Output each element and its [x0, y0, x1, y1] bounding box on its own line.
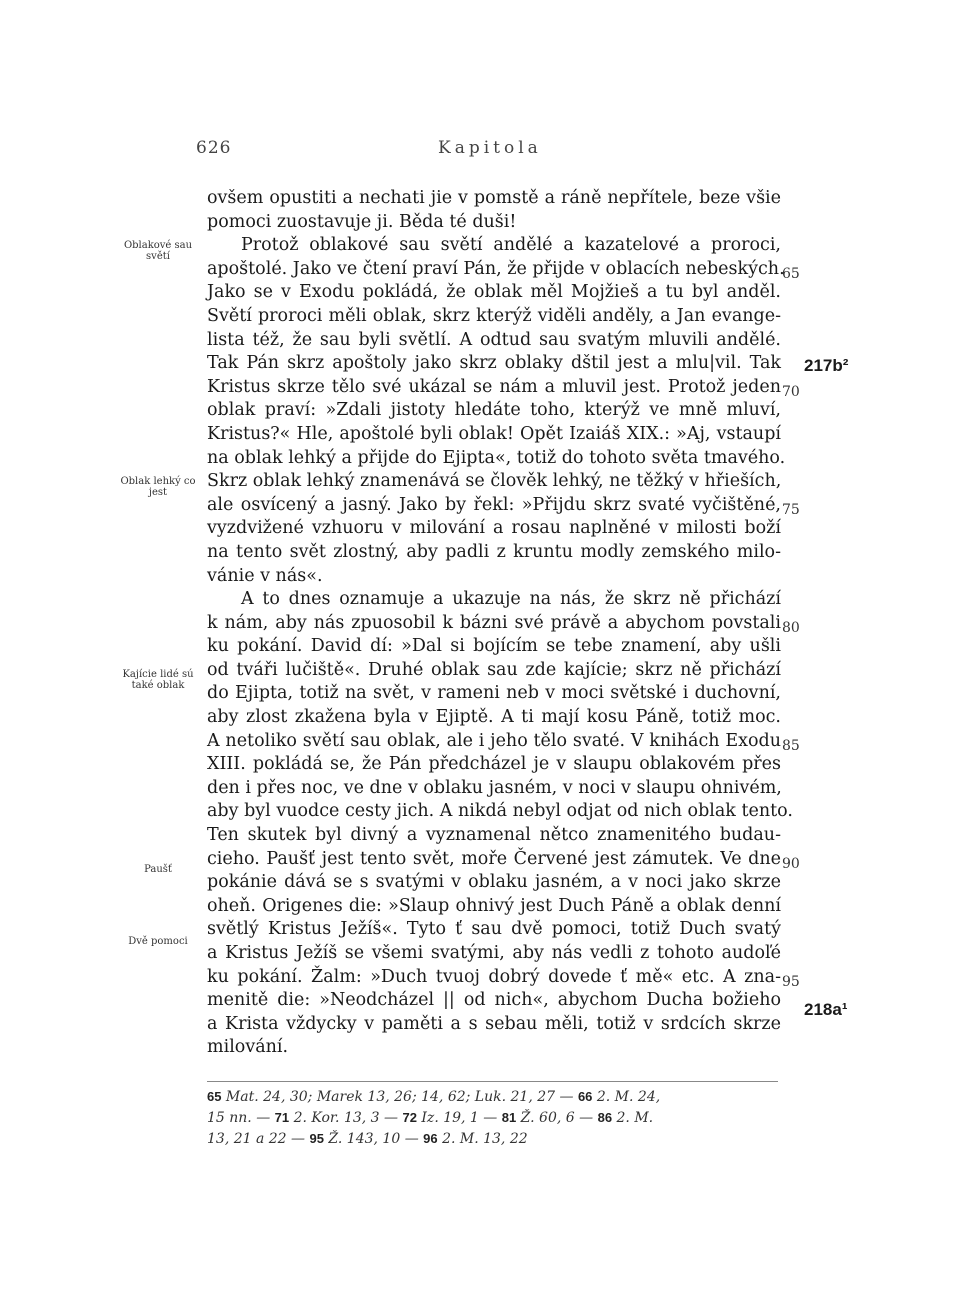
text-line: ku pokání. David dí: »Dal si bojícím se tebe znamení, aby ušli [207, 636, 781, 657]
footnote-number: 71 [274, 1110, 290, 1125]
line-number: 70 [782, 384, 800, 400]
margin-note: Oblak lehký co jest [120, 476, 196, 498]
footnote-number: 65 [207, 1089, 222, 1104]
text-line: apoštolé. Jako ve čtení praví Pán, že přijde v oblacích nebeských. [207, 258, 785, 279]
text-line: pokánie dává se s svatými v oblaku jasném, a v noci jako skrze [207, 872, 781, 893]
text-line: na tento svět zlostný, aby padli z kruntu modly zemského milo- [207, 541, 781, 562]
text-line: Světí proroci měli oblak, skrz kterýž viděli anděly, a Jan evange- [207, 305, 781, 326]
page-number: 626 [196, 138, 232, 158]
footnote-divider [207, 1081, 778, 1082]
text-line: A to dnes oznamuje a ukazuje na nás, že skrz ně přichází [241, 589, 781, 610]
text-line: oblak praví: »Zdali jistoty hledáte toho, kterýž ve mně mluví, [207, 400, 781, 421]
text-line: a Kristus Ježíš se všemi svatými, aby nás vedli z tohoto audoľé [207, 943, 781, 963]
text-line: A netoliko světí sau oblak, ale i jeho tělo svaté. V knihách Exodu [207, 730, 781, 751]
text-line: ale osvícený a jasný. Jako by řekl: »Přijdu skrz svaté vyčištěné, [207, 494, 781, 515]
text-line: milování. [207, 1037, 289, 1058]
text-line: ovšem opustiti a nechati jie v pomstě a ráně nepřítele, beze všie [207, 188, 781, 208]
footnote-reference: Mat. 24, 30; Marek 13, 26; 14, 62; Luk. 21, 27 — [225, 1089, 574, 1105]
text-line: XIII. pokládá se, že Pán předcházel je v slaupu oblakovém přes [207, 754, 781, 775]
footnote-number: 66 [577, 1089, 593, 1104]
text-line: lista též, že sau byli světlí. A odtud sau svatým mluvili andělé. [207, 329, 781, 350]
text-line: den i přes noc, ve dne v oblaku jasném, v noci v slaupu ohnivém, [207, 777, 782, 798]
footnote-reference: 2. Kor. 13, 3 — [293, 1110, 399, 1126]
text-line: Jako se v Exodu pokládá, že oblak měl Mojžieš a tu byl anděl. [207, 282, 781, 303]
margin-note: Oblakové sau světí [123, 240, 193, 262]
line-number: 65 [782, 266, 800, 282]
text-line: světlý Kristus Ježíš«. Tyto ť sau dvě pomoci, totiž Duch svatý [207, 919, 781, 940]
text-line: Ten skutek byl divný a vyznamenal nětco znamenitého budau- [207, 825, 781, 846]
text-line: Protož oblakové sau světí andělé a kazatelové a proroci, [241, 235, 781, 256]
footnote-reference: Ž. 143, 10 — [328, 1131, 419, 1147]
text-line: Kristus?« Hle, apoštolé byli oblak! Opět Izaiáš XIX.: »Aj, vstaupí [207, 423, 781, 444]
line-number: 95 [782, 974, 800, 990]
footnote-reference: 2. M. 24, [596, 1089, 661, 1105]
line-number: 75 [782, 502, 800, 518]
margin-note: Dvě pomoci [128, 936, 188, 947]
footnote-reference: 13, 21 a 22 — [207, 1131, 306, 1147]
footnote-reference: 2. M. 13, 22 [442, 1131, 528, 1147]
footnote-reference: Ž. 60, 6 — [520, 1110, 594, 1126]
footnote-number: 86 [597, 1110, 613, 1125]
line-number: 80 [782, 620, 800, 636]
text-line: Skrz oblak lehký znamenává se člověk lehký, ne těžký v hřieších, [207, 471, 782, 492]
text-line: do Ejipta, totiž na svět, v rameni neb v moci světské i duchovní, [207, 683, 781, 704]
line-number: 85 [782, 738, 800, 754]
footnote-number: 72 [402, 1110, 417, 1125]
text-line: ku pokání. Žalm: »Duch tvuoj dobrý dovede ť mě« etc. A zna- [207, 966, 781, 987]
running-title: Kapitola [438, 138, 542, 158]
text-line: Tak Pán skrz apoštoly jako skrz oblaky dštil jest a mlu|vil. Tak [207, 353, 781, 374]
margin-note: Kajície lidé sú také oblak [122, 669, 194, 691]
folio-marker: 218a¹ [804, 1000, 848, 1019]
footnote-number: 81 [501, 1110, 517, 1125]
footnote-line [207, 1128, 778, 1149]
text-line: na oblak lehký a přijde do Ejipta«, totiž do tohoto světa tmavého. [207, 447, 786, 468]
text-line: aby zlost zkažena byla v Ejiptě. A ti mají kosu Páně, totiž moc. [207, 707, 781, 728]
footnote-number: 96 [423, 1131, 438, 1146]
text-line: a Krista vždycky v paměti a s sebau měli, totiž v srdcích skrze [207, 1013, 781, 1034]
text-line: od tváři lučiště«. Druhé oblak sau zde kajície; skrz ně přichází [207, 659, 781, 680]
text-line: vyzdvižené vzhuoru v milování a rosau naplněné v milosti boží [207, 518, 781, 539]
footnote-reference: 2. M. [616, 1110, 654, 1126]
text-line: oheň. Origenes die: »Slaup ohnivý jest Duch Páně a oblak denní [207, 895, 781, 916]
text-line: pomoci zuostavuje ji. Běda té duši! [207, 211, 517, 232]
footnotes [207, 1086, 778, 1149]
text-line: k nám, aby nás zpuosobil k bázni své právě a abychom povstali [207, 612, 781, 633]
text-line: Kristus skrze tělo své ukázal se nám a mluvil jest. Protož jeden [207, 376, 781, 397]
footnote-reference: 15 nn. — [207, 1110, 271, 1126]
margin-note: Paušť [144, 864, 172, 875]
page-header [0, 138, 960, 162]
footnote-reference: Iz. 19, 1 — [421, 1110, 498, 1126]
footnote-line [207, 1086, 778, 1107]
footnote-number: 95 [309, 1131, 324, 1146]
text-line: menitě die: »Neodcházel || od nich«, abychom Ducha božieho [207, 990, 781, 1011]
text-line: vánie v nás«. [207, 565, 323, 586]
text-line: cieho. Paušť jest tento svět, moře Červené jest zámutek. Ve dne [207, 848, 781, 869]
text-line: aby byl vuodce cesty jich. A nikdá nebyl odjat od nich oblak tento. [207, 801, 793, 822]
folio-marker: 217b² [804, 356, 849, 375]
footnote-line [207, 1107, 778, 1128]
line-number: 90 [782, 856, 800, 872]
